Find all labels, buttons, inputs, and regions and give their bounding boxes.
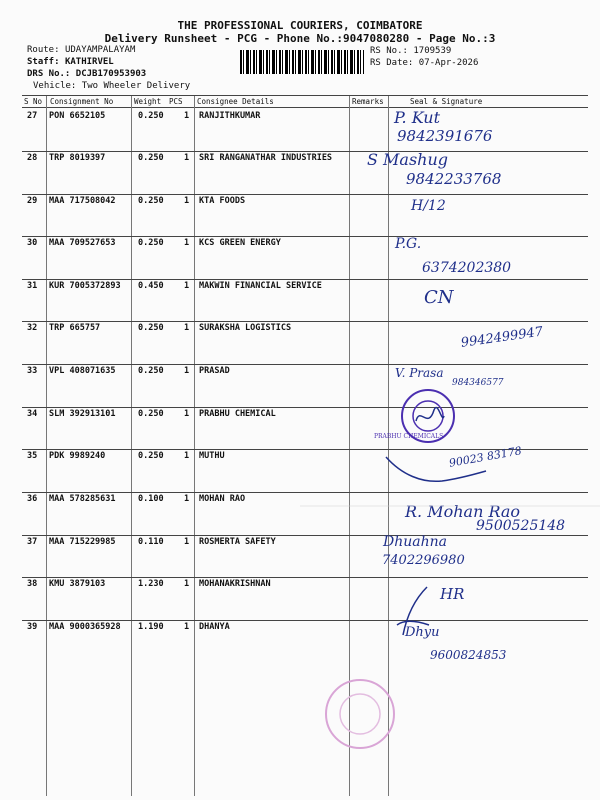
row-sno: 36 bbox=[27, 494, 38, 504]
row-consignment: TRP 665757 bbox=[49, 323, 101, 333]
row-weight: 0.250 bbox=[138, 153, 164, 163]
row-consignment: SLM 392913101 bbox=[49, 409, 116, 419]
row-consignee: PRASAD bbox=[199, 366, 230, 376]
col-seal: Seal & Signature bbox=[410, 97, 483, 106]
row-rule bbox=[22, 577, 588, 578]
signature-scribble: S Mashug bbox=[367, 150, 449, 169]
row-rule bbox=[22, 194, 588, 195]
row-rule bbox=[22, 321, 588, 322]
row-pcs: 1 bbox=[184, 196, 190, 206]
row-sno: 39 bbox=[27, 622, 38, 632]
row-sno: 33 bbox=[27, 366, 38, 376]
signature-note: 6374202380 bbox=[422, 260, 512, 276]
row-rule bbox=[22, 279, 588, 280]
staff-label: Staff: bbox=[27, 57, 60, 67]
signature-note: 9942499947 bbox=[460, 324, 545, 351]
signature-note: 9600824853 bbox=[430, 648, 507, 662]
row-consignee: DHANYA bbox=[199, 622, 230, 632]
rs-no-value: 1709539 bbox=[413, 46, 452, 56]
route-value: UDAYAMPALAYAM bbox=[64, 45, 136, 55]
row-weight: 0.110 bbox=[138, 537, 164, 547]
row-weight: 0.100 bbox=[138, 494, 164, 504]
row-consignee: KCS GREEN ENERGY bbox=[199, 238, 281, 248]
signature-note: HR bbox=[440, 585, 465, 603]
signature-note: 90023 83178 bbox=[448, 444, 523, 470]
row-sno: 34 bbox=[27, 409, 38, 419]
seal-text: PRABHU CHEMICALS bbox=[374, 433, 444, 440]
row-pcs: 1 bbox=[184, 238, 190, 248]
rs-date-label: RS Date: bbox=[370, 58, 414, 68]
rs-no-label: RS No.: bbox=[370, 46, 408, 56]
row-consignment: VPL 408071635 bbox=[49, 366, 116, 376]
staff-value: KATHIRVEL bbox=[64, 57, 114, 67]
row-weight: 0.250 bbox=[138, 196, 164, 206]
row-consignment: KMU 3879103 bbox=[49, 579, 106, 589]
row-consignee: PRABHU CHEMICAL bbox=[199, 409, 276, 419]
drs-value: DCJB170953903 bbox=[75, 69, 147, 79]
row-pcs: 1 bbox=[184, 494, 190, 504]
col-pcs: PCS bbox=[169, 97, 183, 106]
row-weight: 0.250 bbox=[138, 111, 164, 121]
signature-scribble: Dhyu bbox=[405, 625, 440, 640]
rs-date-line bbox=[370, 58, 478, 69]
table-row bbox=[22, 111, 588, 153]
signature-note: H/12 bbox=[411, 198, 446, 214]
row-weight: 0.250 bbox=[138, 238, 164, 248]
row-sno: 30 bbox=[27, 238, 38, 248]
table-row bbox=[22, 579, 588, 621]
row-consignee: SURAKSHA LOGISTICS bbox=[199, 323, 292, 333]
row-weight: 1.230 bbox=[138, 579, 164, 589]
signature-scribble: V. Prasa bbox=[395, 366, 444, 380]
row-consignee: KTA FOODS bbox=[199, 196, 246, 206]
row-weight: 0.250 bbox=[138, 323, 164, 333]
col-consignee: Consignee Details bbox=[197, 97, 274, 106]
row-rule bbox=[22, 492, 588, 493]
row-pcs: 1 bbox=[184, 409, 190, 419]
row-sno: 27 bbox=[27, 111, 38, 121]
row-consignment: MAA 709527653 bbox=[49, 238, 116, 248]
vehicle-line bbox=[33, 81, 190, 92]
row-weight: 1.190 bbox=[138, 622, 164, 632]
row-pcs: 1 bbox=[184, 622, 190, 632]
signature-note: 984346577 bbox=[452, 378, 504, 388]
row-weight: 0.250 bbox=[138, 366, 164, 376]
row-weight: 0.250 bbox=[138, 451, 164, 461]
table-row bbox=[22, 196, 588, 238]
vehicle-label: Vehicle: bbox=[33, 81, 77, 91]
row-weight: 0.250 bbox=[138, 409, 164, 419]
row-consignee: SRI RANGANATHAR INDUSTRIES bbox=[199, 153, 333, 163]
staff-line bbox=[27, 57, 114, 68]
row-consignee: ROSMERTA SAFETY bbox=[199, 537, 276, 547]
col-remarks: Remarks bbox=[352, 97, 384, 106]
col-weight: Weight bbox=[134, 97, 162, 106]
page-fold-mark bbox=[300, 505, 600, 507]
row-consignment: MAA 9000365928 bbox=[49, 622, 121, 632]
row-consignee: MOHAN RAO bbox=[199, 494, 246, 504]
drs-label: DRS No.: bbox=[27, 69, 71, 79]
route-line bbox=[27, 45, 135, 56]
signature-scribble: Dhuahna bbox=[383, 534, 447, 550]
row-consignment: PON 6652105 bbox=[49, 111, 106, 121]
drs-line bbox=[27, 69, 146, 80]
signature-scribble: P.G. bbox=[395, 236, 422, 252]
row-pcs: 1 bbox=[184, 153, 190, 163]
row-rule bbox=[22, 620, 588, 621]
table-row bbox=[22, 537, 588, 579]
vehicle-value: Two Wheeler Delivery bbox=[81, 81, 191, 91]
runsheet-title: Delivery Runsheet - PCG - Phone No.:9047080280 - Page No.:3 bbox=[104, 32, 496, 45]
rs-date-value: 07-Apr-2026 bbox=[418, 58, 479, 68]
row-sno: 38 bbox=[27, 579, 38, 589]
signature-note: 7402296980 bbox=[382, 553, 465, 568]
row-pcs: 1 bbox=[184, 579, 190, 589]
row-consignment: MAA 578285631 bbox=[49, 494, 116, 504]
row-rule bbox=[22, 364, 588, 365]
row-sno: 32 bbox=[27, 323, 38, 333]
row-consignment: MAA 717508042 bbox=[49, 196, 116, 206]
row-rule bbox=[22, 236, 588, 237]
row-sno: 35 bbox=[27, 451, 38, 461]
col-consignment: Consignment No bbox=[50, 97, 114, 106]
drs-barcode bbox=[240, 50, 364, 74]
signature-note: 9842391676 bbox=[397, 127, 493, 145]
row-rule bbox=[22, 407, 588, 408]
row-sno: 37 bbox=[27, 537, 38, 547]
row-consignee: RANJITHKUMAR bbox=[199, 111, 261, 121]
faint-stamp bbox=[322, 676, 402, 756]
row-consignee: MOHANAKRISHNAN bbox=[199, 579, 271, 589]
row-consignment: TRP 8019397 bbox=[49, 153, 106, 163]
route-label: Route: bbox=[27, 45, 60, 55]
row-rule bbox=[22, 151, 588, 152]
signature-scribble: R. Mohan Rao bbox=[405, 502, 521, 521]
row-pcs: 1 bbox=[184, 366, 190, 376]
company-title: THE PROFESSIONAL COURIERS, COIMBATORE bbox=[177, 19, 423, 32]
row-pcs: 1 bbox=[184, 323, 190, 333]
row-consignee: MUTHU bbox=[199, 451, 225, 461]
row-weight: 0.450 bbox=[138, 281, 164, 291]
row-sno: 29 bbox=[27, 196, 38, 206]
col-sno: S No bbox=[24, 97, 43, 106]
row-sno: 28 bbox=[27, 153, 38, 163]
table-row bbox=[22, 409, 588, 451]
row-consignment: KUR 7005372893 bbox=[49, 281, 121, 291]
signature-note: 9842233768 bbox=[406, 170, 502, 188]
signature-note: CN bbox=[424, 287, 454, 308]
signature-note: 9500525148 bbox=[476, 518, 566, 534]
rs-no-line bbox=[370, 46, 451, 57]
row-pcs: 1 bbox=[184, 537, 190, 547]
row-pcs: 1 bbox=[184, 281, 190, 291]
table-row bbox=[22, 281, 588, 323]
row-consignee: MAKWIN FINANCIAL SERVICE bbox=[199, 281, 322, 291]
row-pcs: 1 bbox=[184, 451, 190, 461]
row-sno: 31 bbox=[27, 281, 38, 291]
row-consignment: MAA 715229985 bbox=[49, 537, 116, 547]
row-rule bbox=[22, 535, 588, 536]
signature-scribble: P. Kut bbox=[394, 108, 441, 127]
table-header-rule bbox=[22, 107, 588, 108]
row-pcs: 1 bbox=[184, 111, 190, 121]
table-row bbox=[22, 153, 588, 195]
row-consignment: PDK 9989240 bbox=[49, 451, 106, 461]
